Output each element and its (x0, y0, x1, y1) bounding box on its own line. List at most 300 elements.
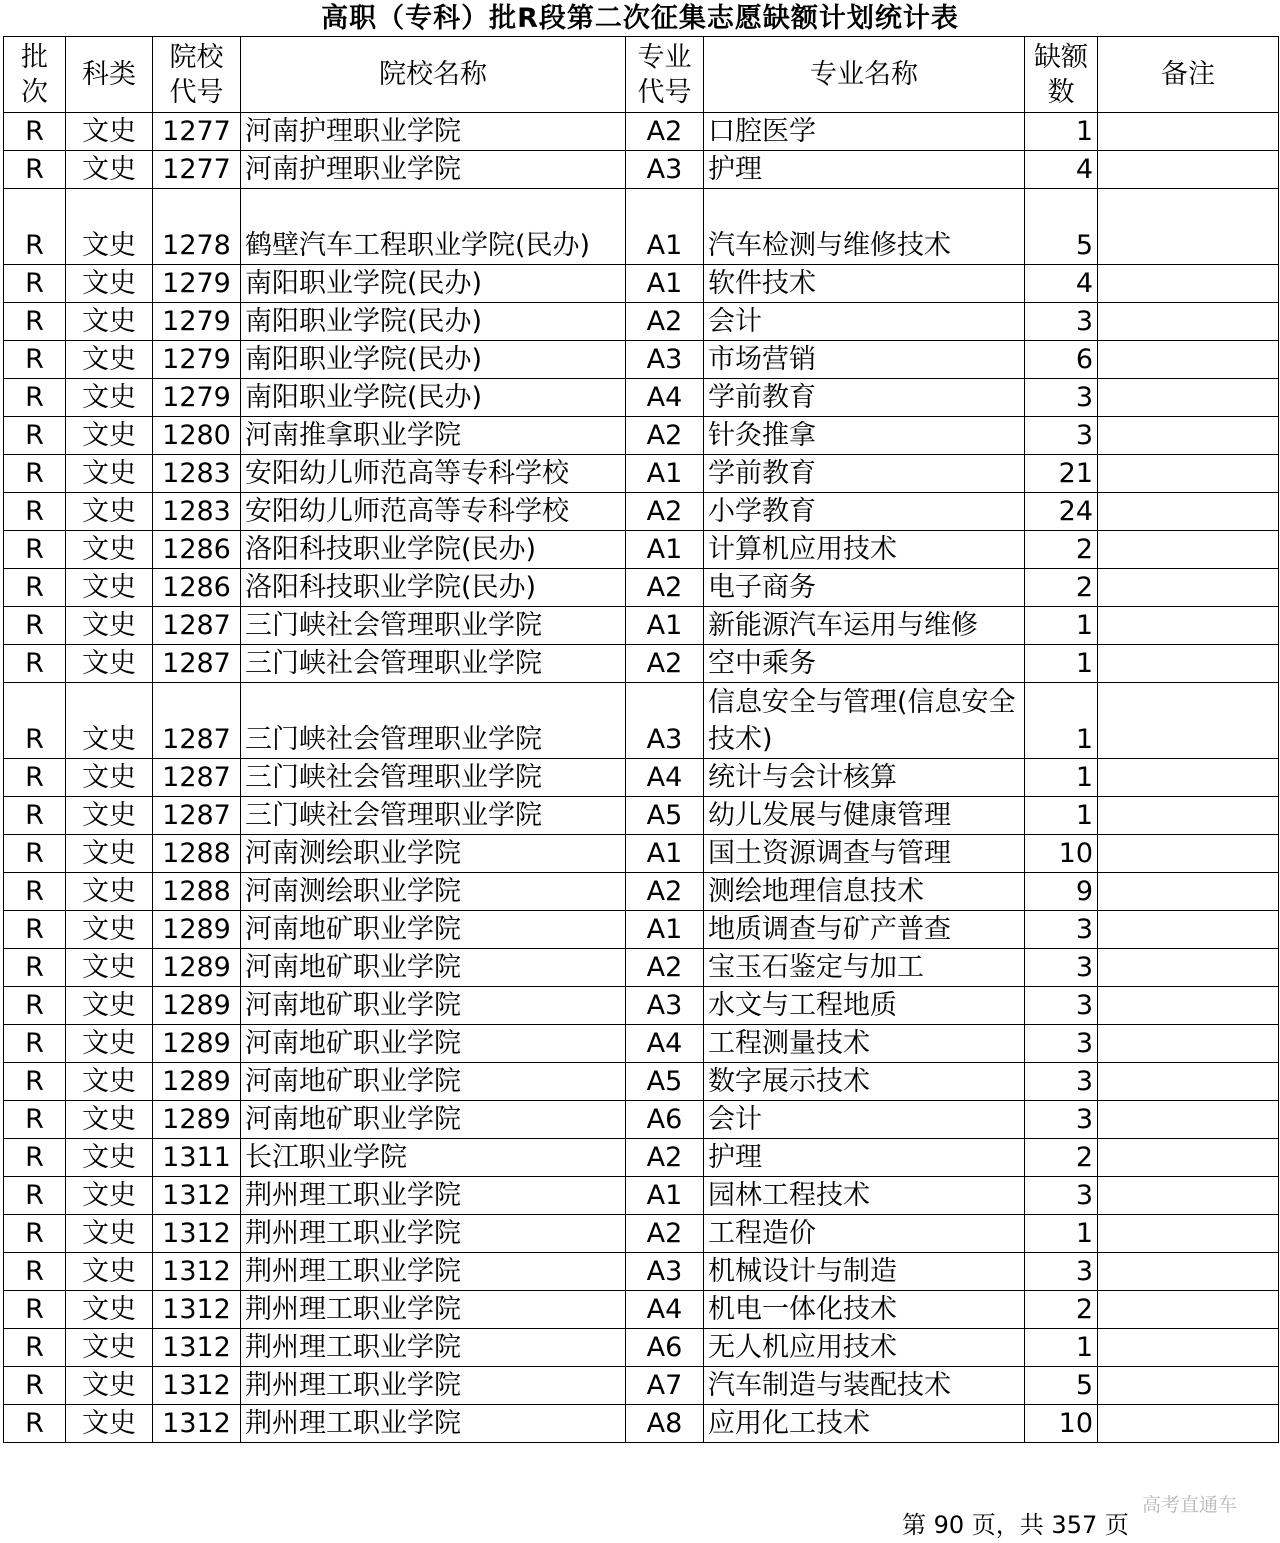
cell-major-code: A5 (626, 1063, 704, 1101)
cell-school-name: 长江职业学院 (241, 1139, 626, 1177)
cell-school-code: 1312 (153, 1405, 241, 1443)
cell-remarks (1098, 113, 1279, 151)
cell-major-code: A6 (626, 1329, 704, 1367)
cell-school-name: 三门峡社会管理职业学院 (241, 759, 626, 797)
cell-school-name: 河南护理职业学院 (241, 151, 626, 189)
cell-remarks (1098, 379, 1279, 417)
table-row (4, 493, 1279, 531)
cell-major-name: 幼儿发展与健康管理 (704, 797, 1025, 835)
cell-major-code: A2 (626, 873, 704, 911)
cell-major-name: 会计 (704, 303, 1025, 341)
cell-category: 文史 (66, 1291, 153, 1329)
cell-school-name: 南阳职业学院(民办) (241, 379, 626, 417)
cell-batch: R (4, 265, 66, 303)
table-row (4, 1025, 1279, 1063)
header-batch: 批次 (4, 37, 66, 113)
cell-batch: R (4, 873, 66, 911)
cell-major-code: A2 (626, 113, 704, 151)
cell-vacancies: 1 (1025, 683, 1098, 759)
cell-vacancies: 9 (1025, 873, 1098, 911)
cell-category: 文史 (66, 265, 153, 303)
table-row (4, 1215, 1279, 1253)
cell-major-code: A2 (626, 493, 704, 531)
cell-category: 文史 (66, 873, 153, 911)
cell-major-name: 针灸推拿 (704, 417, 1025, 455)
cell-major-code: A4 (626, 1291, 704, 1329)
cell-major-name: 汽车检测与维修技术 (704, 189, 1025, 265)
header-major-name: 专业名称 (704, 37, 1025, 113)
cell-school-name: 南阳职业学院(民办) (241, 303, 626, 341)
table-row (4, 265, 1279, 303)
cell-remarks (1098, 683, 1279, 759)
cell-category: 文史 (66, 417, 153, 455)
cell-major-name: 水文与工程地质 (704, 987, 1025, 1025)
cell-remarks (1098, 265, 1279, 303)
table-row (4, 683, 1279, 759)
cell-category: 文史 (66, 455, 153, 493)
cell-remarks (1098, 1329, 1279, 1367)
cell-school-code: 1312 (153, 1329, 241, 1367)
cell-remarks (1098, 987, 1279, 1025)
cell-major-code: A2 (626, 1139, 704, 1177)
cell-school-name: 鹤壁汽车工程职业学院(民办) (241, 189, 626, 265)
cell-remarks (1098, 607, 1279, 645)
cell-school-code: 1287 (153, 645, 241, 683)
cell-batch: R (4, 341, 66, 379)
cell-vacancies: 5 (1025, 1367, 1098, 1405)
cell-remarks (1098, 1025, 1279, 1063)
cell-major-name: 汽车制造与装配技术 (704, 1367, 1025, 1405)
cell-category: 文史 (66, 1139, 153, 1177)
cell-school-name: 三门峡社会管理职业学院 (241, 797, 626, 835)
cell-batch: R (4, 1063, 66, 1101)
cell-vacancies: 5 (1025, 189, 1098, 265)
cell-remarks (1098, 189, 1279, 265)
table-row (4, 379, 1279, 417)
cell-batch: R (4, 1253, 66, 1291)
cell-remarks (1098, 1253, 1279, 1291)
cell-school-code: 1279 (153, 265, 241, 303)
cell-vacancies: 3 (1025, 379, 1098, 417)
cell-major-name: 护理 (704, 1139, 1025, 1177)
cell-remarks (1098, 645, 1279, 683)
cell-school-name: 荆州理工职业学院 (241, 1405, 626, 1443)
cell-major-code: A3 (626, 151, 704, 189)
cell-major-name: 机电一体化技术 (704, 1291, 1025, 1329)
cell-school-name: 河南地矿职业学院 (241, 1101, 626, 1139)
table-row (4, 569, 1279, 607)
cell-category: 文史 (66, 987, 153, 1025)
cell-major-code: A3 (626, 683, 704, 759)
cell-batch: R (4, 949, 66, 987)
cell-school-name: 荆州理工职业学院 (241, 1367, 626, 1405)
table-row (4, 417, 1279, 455)
cell-batch: R (4, 911, 66, 949)
cell-school-code: 1287 (153, 797, 241, 835)
cell-category: 文史 (66, 1215, 153, 1253)
cell-major-name: 会计 (704, 1101, 1025, 1139)
cell-vacancies: 3 (1025, 1101, 1098, 1139)
cell-batch: R (4, 987, 66, 1025)
cell-remarks (1098, 1177, 1279, 1215)
cell-category: 文史 (66, 797, 153, 835)
cell-major-code: A1 (626, 835, 704, 873)
cell-major-name: 电子商务 (704, 569, 1025, 607)
table-row (4, 645, 1279, 683)
table-row (4, 1177, 1279, 1215)
table-row (4, 341, 1279, 379)
cell-major-name: 园林工程技术 (704, 1177, 1025, 1215)
cell-remarks (1098, 797, 1279, 835)
header-school-code: 院校代号 (153, 37, 241, 113)
cell-remarks (1098, 303, 1279, 341)
cell-major-code: A5 (626, 797, 704, 835)
cell-category: 文史 (66, 683, 153, 759)
cell-major-code: A3 (626, 987, 704, 1025)
cell-major-code: A2 (626, 303, 704, 341)
table-row (4, 1063, 1279, 1101)
cell-school-name: 荆州理工职业学院 (241, 1177, 626, 1215)
cell-major-code: A1 (626, 265, 704, 303)
cell-category: 文史 (66, 303, 153, 341)
table-row (4, 1139, 1279, 1177)
cell-major-name: 学前教育 (704, 379, 1025, 417)
cell-major-name: 宝玉石鉴定与加工 (704, 949, 1025, 987)
cell-school-code: 1312 (153, 1367, 241, 1405)
header-category: 科类 (66, 37, 153, 113)
cell-batch: R (4, 1215, 66, 1253)
cell-remarks (1098, 417, 1279, 455)
cell-major-code: A1 (626, 1177, 704, 1215)
cell-vacancies: 3 (1025, 1253, 1098, 1291)
cell-vacancies: 10 (1025, 835, 1098, 873)
cell-category: 文史 (66, 1063, 153, 1101)
cell-school-code: 1287 (153, 759, 241, 797)
cell-category: 文史 (66, 1101, 153, 1139)
cell-category: 文史 (66, 1177, 153, 1215)
cell-major-code: A1 (626, 189, 704, 265)
table-row (4, 151, 1279, 189)
cell-batch: R (4, 569, 66, 607)
cell-school-name: 洛阳科技职业学院(民办) (241, 569, 626, 607)
cell-school-code: 1287 (153, 683, 241, 759)
cell-vacancies: 3 (1025, 911, 1098, 949)
table-row (4, 797, 1279, 835)
table-row (4, 189, 1279, 265)
page-title: 高职（专科）批R段第二次征集志愿缺额计划统计表 (321, 3, 959, 34)
cell-category: 文史 (66, 151, 153, 189)
cell-major-name: 信息安全与管理(信息安全技术) (704, 683, 1025, 759)
cell-vacancies: 4 (1025, 265, 1098, 303)
header-school-name: 院校名称 (241, 37, 626, 113)
cell-vacancies: 1 (1025, 1329, 1098, 1367)
table-row (4, 1367, 1279, 1405)
cell-school-name: 荆州理工职业学院 (241, 1329, 626, 1367)
cell-remarks (1098, 759, 1279, 797)
cell-school-name: 河南地矿职业学院 (241, 949, 626, 987)
cell-school-name: 河南地矿职业学院 (241, 987, 626, 1025)
cell-school-code: 1283 (153, 455, 241, 493)
cell-major-name: 国土资源调查与管理 (704, 835, 1025, 873)
cell-school-code: 1289 (153, 1101, 241, 1139)
cell-batch: R (4, 645, 66, 683)
cell-school-name: 河南推拿职业学院 (241, 417, 626, 455)
cell-category: 文史 (66, 379, 153, 417)
cell-vacancies: 2 (1025, 1291, 1098, 1329)
cell-category: 文史 (66, 1367, 153, 1405)
cell-major-name: 新能源汽车运用与维修 (704, 607, 1025, 645)
page-number: 第 90 页，共 357 页 (902, 1511, 1129, 1539)
cell-school-code: 1279 (153, 303, 241, 341)
cell-remarks (1098, 455, 1279, 493)
cell-batch: R (4, 759, 66, 797)
cell-school-name: 南阳职业学院(民办) (241, 341, 626, 379)
table-row (4, 911, 1279, 949)
cell-remarks (1098, 1367, 1279, 1405)
cell-remarks (1098, 531, 1279, 569)
cell-major-code: A1 (626, 607, 704, 645)
table-row (4, 607, 1279, 645)
cell-batch: R (4, 379, 66, 417)
cell-major-code: A2 (626, 645, 704, 683)
cell-school-name: 河南地矿职业学院 (241, 1025, 626, 1063)
cell-batch: R (4, 1101, 66, 1139)
cell-school-code: 1286 (153, 569, 241, 607)
cell-school-code: 1288 (153, 873, 241, 911)
cell-remarks (1098, 1291, 1279, 1329)
cell-vacancies: 2 (1025, 1139, 1098, 1177)
cell-category: 文史 (66, 759, 153, 797)
header-major-code: 专业代号 (626, 37, 704, 113)
vacancy-table (3, 36, 1279, 1443)
table-row (4, 1253, 1279, 1291)
cell-major-code: A4 (626, 379, 704, 417)
cell-remarks (1098, 1405, 1279, 1443)
cell-remarks (1098, 911, 1279, 949)
cell-school-name: 荆州理工职业学院 (241, 1215, 626, 1253)
cell-category: 文史 (66, 531, 153, 569)
cell-major-name: 护理 (704, 151, 1025, 189)
cell-batch: R (4, 151, 66, 189)
table-header-row (4, 37, 1279, 113)
cell-remarks (1098, 569, 1279, 607)
header-vacancies: 缺额数 (1025, 37, 1098, 113)
cell-vacancies: 24 (1025, 493, 1098, 531)
cell-category: 文史 (66, 911, 153, 949)
cell-school-code: 1289 (153, 1063, 241, 1101)
cell-school-code: 1286 (153, 531, 241, 569)
cell-batch: R (4, 607, 66, 645)
cell-remarks (1098, 835, 1279, 873)
cell-major-name: 学前教育 (704, 455, 1025, 493)
cell-batch: R (4, 417, 66, 455)
cell-major-name: 数字展示技术 (704, 1063, 1025, 1101)
cell-remarks (1098, 1139, 1279, 1177)
cell-category: 文史 (66, 1253, 153, 1291)
cell-vacancies: 3 (1025, 303, 1098, 341)
cell-school-name: 河南测绘职业学院 (241, 835, 626, 873)
cell-school-name: 三门峡社会管理职业学院 (241, 683, 626, 759)
cell-remarks (1098, 873, 1279, 911)
cell-category: 文史 (66, 1405, 153, 1443)
cell-school-code: 1289 (153, 987, 241, 1025)
cell-vacancies: 1 (1025, 759, 1098, 797)
cell-school-code: 1277 (153, 113, 241, 151)
cell-major-code: A2 (626, 949, 704, 987)
cell-major-code: A1 (626, 911, 704, 949)
cell-remarks (1098, 1063, 1279, 1101)
cell-category: 文史 (66, 341, 153, 379)
cell-school-name: 安阳幼儿师范高等专科学校 (241, 455, 626, 493)
cell-remarks (1098, 341, 1279, 379)
cell-category: 文史 (66, 645, 153, 683)
cell-vacancies: 1 (1025, 797, 1098, 835)
cell-batch: R (4, 493, 66, 531)
cell-major-name: 工程测量技术 (704, 1025, 1025, 1063)
cell-category: 文史 (66, 189, 153, 265)
cell-major-code: A3 (626, 1253, 704, 1291)
cell-school-name: 荆州理工职业学院 (241, 1253, 626, 1291)
cell-major-name: 软件技术 (704, 265, 1025, 303)
cell-school-code: 1312 (153, 1291, 241, 1329)
cell-major-name: 口腔医学 (704, 113, 1025, 151)
cell-school-code: 1287 (153, 607, 241, 645)
cell-batch: R (4, 683, 66, 759)
cell-major-name: 市场营销 (704, 341, 1025, 379)
table-row (4, 1405, 1279, 1443)
cell-batch: R (4, 1177, 66, 1215)
cell-vacancies: 21 (1025, 455, 1098, 493)
cell-category: 文史 (66, 113, 153, 151)
cell-vacancies: 3 (1025, 1177, 1098, 1215)
cell-major-code: A8 (626, 1405, 704, 1443)
table-row (4, 987, 1279, 1025)
watermark: 高考直通车 (1142, 1494, 1238, 1516)
cell-school-name: 河南地矿职业学院 (241, 1063, 626, 1101)
cell-vacancies: 1 (1025, 113, 1098, 151)
cell-major-name: 应用化工技术 (704, 1405, 1025, 1443)
cell-school-code: 1312 (153, 1215, 241, 1253)
cell-major-name: 测绘地理信息技术 (704, 873, 1025, 911)
cell-school-code: 1279 (153, 379, 241, 417)
cell-vacancies: 1 (1025, 645, 1098, 683)
cell-batch: R (4, 1329, 66, 1367)
cell-category: 文史 (66, 835, 153, 873)
cell-vacancies: 2 (1025, 531, 1098, 569)
cell-batch: R (4, 531, 66, 569)
cell-major-name: 机械设计与制造 (704, 1253, 1025, 1291)
cell-vacancies: 3 (1025, 987, 1098, 1025)
cell-school-code: 1283 (153, 493, 241, 531)
cell-school-name: 洛阳科技职业学院(民办) (241, 531, 626, 569)
cell-category: 文史 (66, 493, 153, 531)
cell-school-code: 1312 (153, 1177, 241, 1215)
cell-category: 文史 (66, 607, 153, 645)
cell-school-name: 安阳幼儿师范高等专科学校 (241, 493, 626, 531)
cell-vacancies: 1 (1025, 1215, 1098, 1253)
table-row (4, 949, 1279, 987)
cell-school-name: 河南地矿职业学院 (241, 911, 626, 949)
cell-school-code: 1289 (153, 911, 241, 949)
cell-remarks (1098, 151, 1279, 189)
cell-batch: R (4, 113, 66, 151)
cell-school-code: 1278 (153, 189, 241, 265)
cell-remarks (1098, 1101, 1279, 1139)
cell-school-code: 1311 (153, 1139, 241, 1177)
cell-batch: R (4, 797, 66, 835)
cell-school-name: 河南护理职业学院 (241, 113, 626, 151)
cell-major-name: 无人机应用技术 (704, 1329, 1025, 1367)
table-row (4, 1101, 1279, 1139)
cell-school-name: 三门峡社会管理职业学院 (241, 645, 626, 683)
cell-major-name: 地质调查与矿产普查 (704, 911, 1025, 949)
cell-school-code: 1277 (153, 151, 241, 189)
cell-major-code: A6 (626, 1101, 704, 1139)
cell-remarks (1098, 1215, 1279, 1253)
cell-vacancies: 10 (1025, 1405, 1098, 1443)
cell-major-code: A1 (626, 531, 704, 569)
table-row (4, 759, 1279, 797)
cell-remarks (1098, 949, 1279, 987)
cell-vacancies: 1 (1025, 607, 1098, 645)
cell-batch: R (4, 1291, 66, 1329)
cell-batch: R (4, 1405, 66, 1443)
cell-major-name: 统计与会计核算 (704, 759, 1025, 797)
cell-school-code: 1288 (153, 835, 241, 873)
cell-school-code: 1279 (153, 341, 241, 379)
cell-batch: R (4, 189, 66, 265)
cell-category: 文史 (66, 1025, 153, 1063)
cell-major-code: A3 (626, 341, 704, 379)
cell-major-code: A1 (626, 455, 704, 493)
header-remarks: 备注 (1098, 37, 1279, 113)
cell-batch: R (4, 1367, 66, 1405)
cell-batch: R (4, 1139, 66, 1177)
cell-category: 文史 (66, 1329, 153, 1367)
table-row (4, 1291, 1279, 1329)
cell-major-name: 空中乘务 (704, 645, 1025, 683)
table-row (4, 531, 1279, 569)
cell-major-code: A2 (626, 1215, 704, 1253)
cell-school-code: 1289 (153, 949, 241, 987)
cell-major-code: A4 (626, 1025, 704, 1063)
cell-vacancies: 3 (1025, 417, 1098, 455)
table-row (4, 455, 1279, 493)
cell-major-code: A4 (626, 759, 704, 797)
cell-category: 文史 (66, 949, 153, 987)
cell-major-name: 工程造价 (704, 1215, 1025, 1253)
table-row (4, 1329, 1279, 1367)
cell-school-name: 河南测绘职业学院 (241, 873, 626, 911)
cell-vacancies: 4 (1025, 151, 1098, 189)
cell-school-name: 南阳职业学院(民办) (241, 265, 626, 303)
cell-major-code: A7 (626, 1367, 704, 1405)
cell-batch: R (4, 1025, 66, 1063)
cell-school-name: 荆州理工职业学院 (241, 1291, 626, 1329)
cell-school-code: 1280 (153, 417, 241, 455)
cell-vacancies: 3 (1025, 1025, 1098, 1063)
cell-batch: R (4, 835, 66, 873)
cell-major-name: 小学教育 (704, 493, 1025, 531)
table-row (4, 835, 1279, 873)
cell-vacancies: 2 (1025, 569, 1098, 607)
cell-major-code: A2 (626, 417, 704, 455)
cell-school-code: 1312 (153, 1253, 241, 1291)
cell-school-name: 三门峡社会管理职业学院 (241, 607, 626, 645)
cell-remarks (1098, 493, 1279, 531)
cell-major-code: A2 (626, 569, 704, 607)
table-row (4, 113, 1279, 151)
